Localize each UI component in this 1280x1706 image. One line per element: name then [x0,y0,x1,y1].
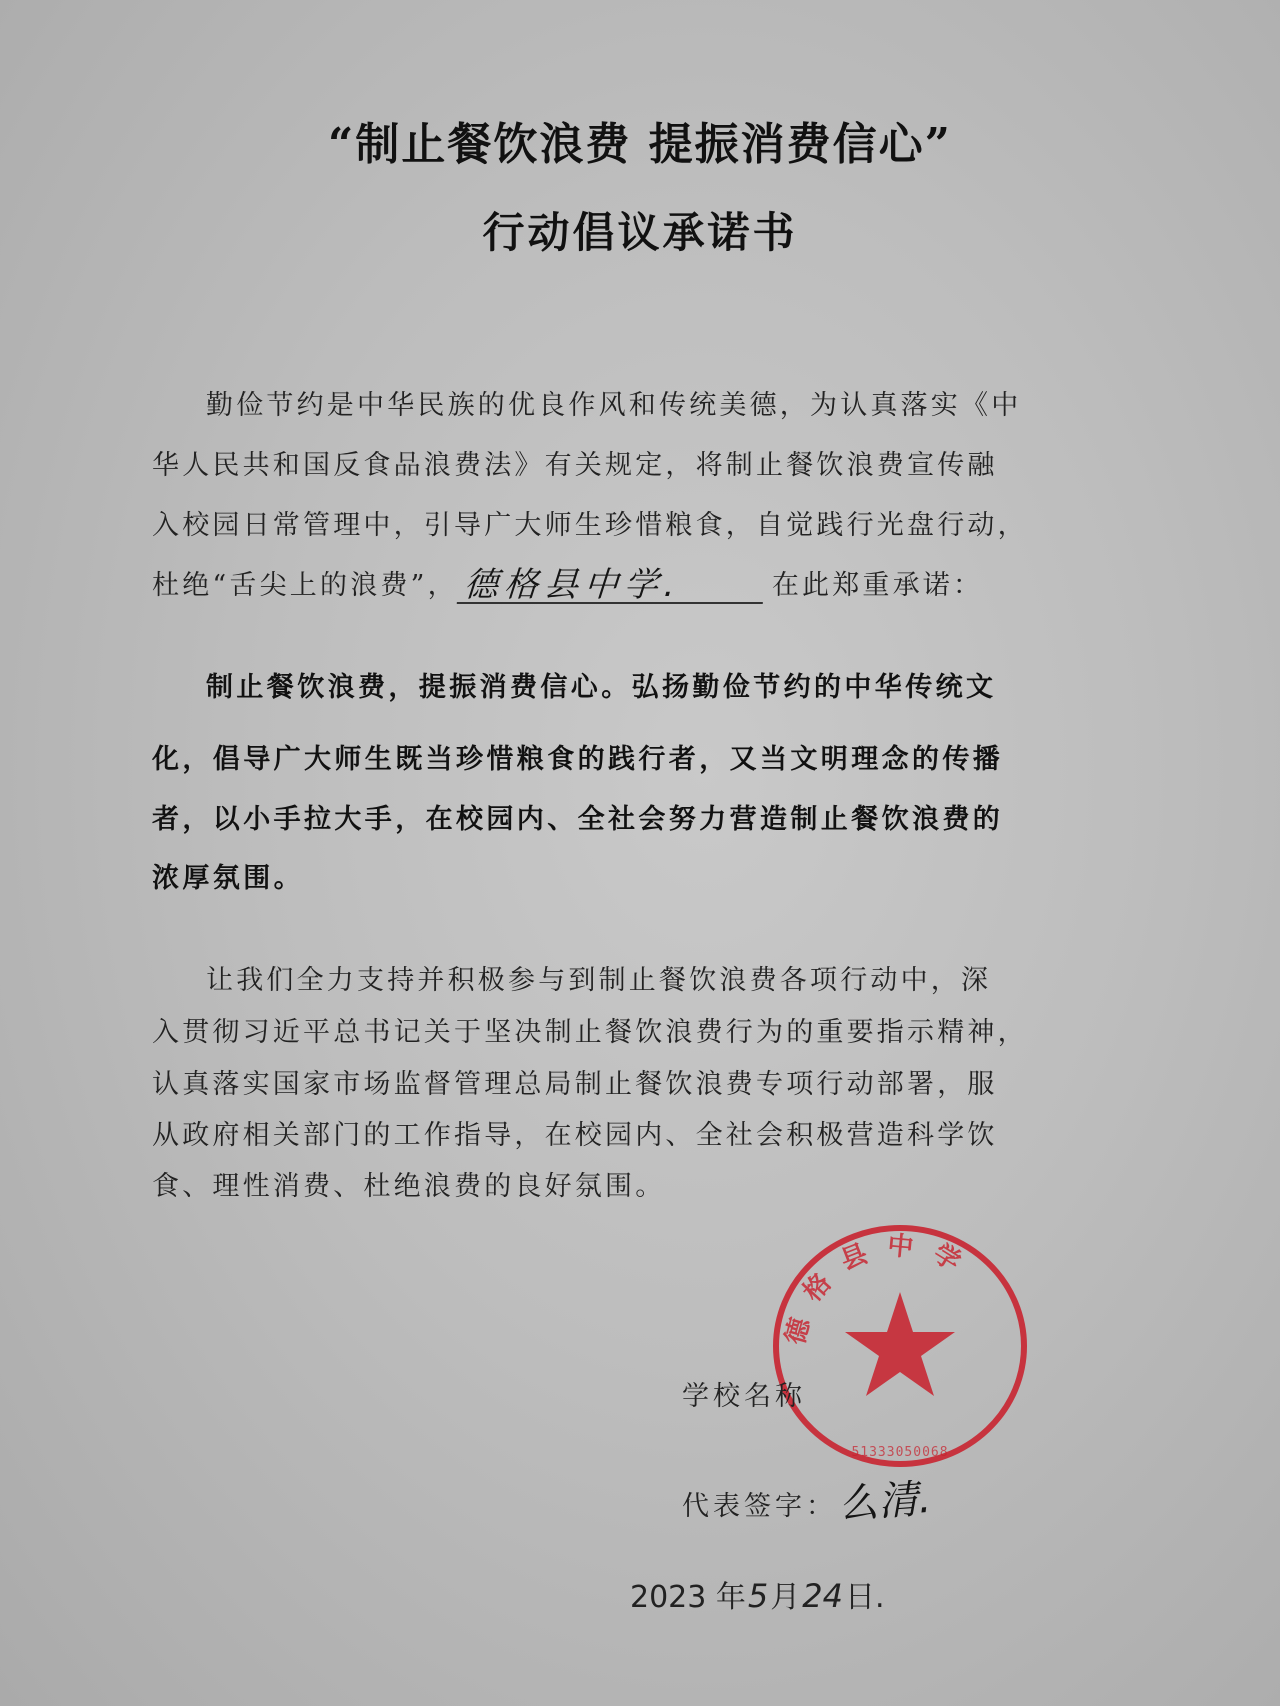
paragraph2-line4: 浓厚氛围。 [152,863,304,894]
date-year: 2023 年 [630,1580,746,1615]
paragraph1-line4 [152,563,1092,604]
official-seal-stamp [768,1224,1032,1476]
stamp-serial-number: 51333050068 [851,1445,949,1460]
stamp-ring-text: 德格县中学 [780,1230,981,1348]
date-day-handwritten: 24 [802,1577,843,1615]
paragraph3-line1: 让我们全力支持并积极参与到制止餐饮浪费各项行动中，深 [206,965,992,996]
paragraph1-line2: 华人民共和国反食品浪费法》有关规定，将制止餐饮浪费宣传融 [152,450,998,481]
date-day-label: 日. [844,1580,885,1615]
paragraph3-line3: 认真落实国家市场监督管理总局制止餐饮浪费专项行动部署，服 [152,1069,998,1100]
paragraph3-line5: 食、理性消费、杜绝浪费的良好氛围。 [152,1171,666,1202]
paragraph1-line4-prefix: 杜绝“舌尖上的浪费”， [152,570,458,601]
school-name-label: 学校名称 [682,1381,806,1412]
paragraph1-line3: 入校园日常管理中，引导广大师生珍惜粮食，自觉践行光盘行动， [152,510,1028,541]
school-name-handwritten: 德格县中学. [457,568,766,604]
paragraph3-line2: 入贯彻习近平总书记关于坚决制止餐饮浪费行为的重要指示精神， [152,1017,1028,1048]
paragraph1-line4-suffix: 在此郑重承诺： [771,570,984,601]
date-month-label: 月 [770,1580,801,1615]
date-month-handwritten: 5 [747,1577,769,1615]
paragraph2-line1: 制止餐饮浪费，提振消费信心。弘扬勤俭节约的中华传统文 [206,672,997,703]
paragraph2-line3: 者，以小手拉大手，在校园内、全社会努力营造制止餐饮浪费的 [152,804,1004,835]
paragraph1-line1: 勤俭节约是中华民族的优良作风和传统美德，为认真落实《中 [206,390,1022,421]
document-title-line2: 行动倡议承诺书 [482,208,798,257]
signing-date [630,1572,885,1616]
representative-signature-handwritten: 么清. [836,1475,933,1529]
paragraph2-line2: 化，倡导广大师生既当珍惜粮食的践行者，又当文明理念的传播 [152,744,1004,775]
stamp-star-icon [845,1292,955,1396]
svg-text:德格县中学 [780,1231,980,1348]
paragraph3-line4: 从政府相关部门的工作指导，在校园内、全社会积极营造科学饮 [152,1120,998,1151]
document-title-line1: “制止餐饮浪费 提振消费信心” [328,119,952,170]
representative-signature-label: 代表签字： [682,1491,837,1522]
